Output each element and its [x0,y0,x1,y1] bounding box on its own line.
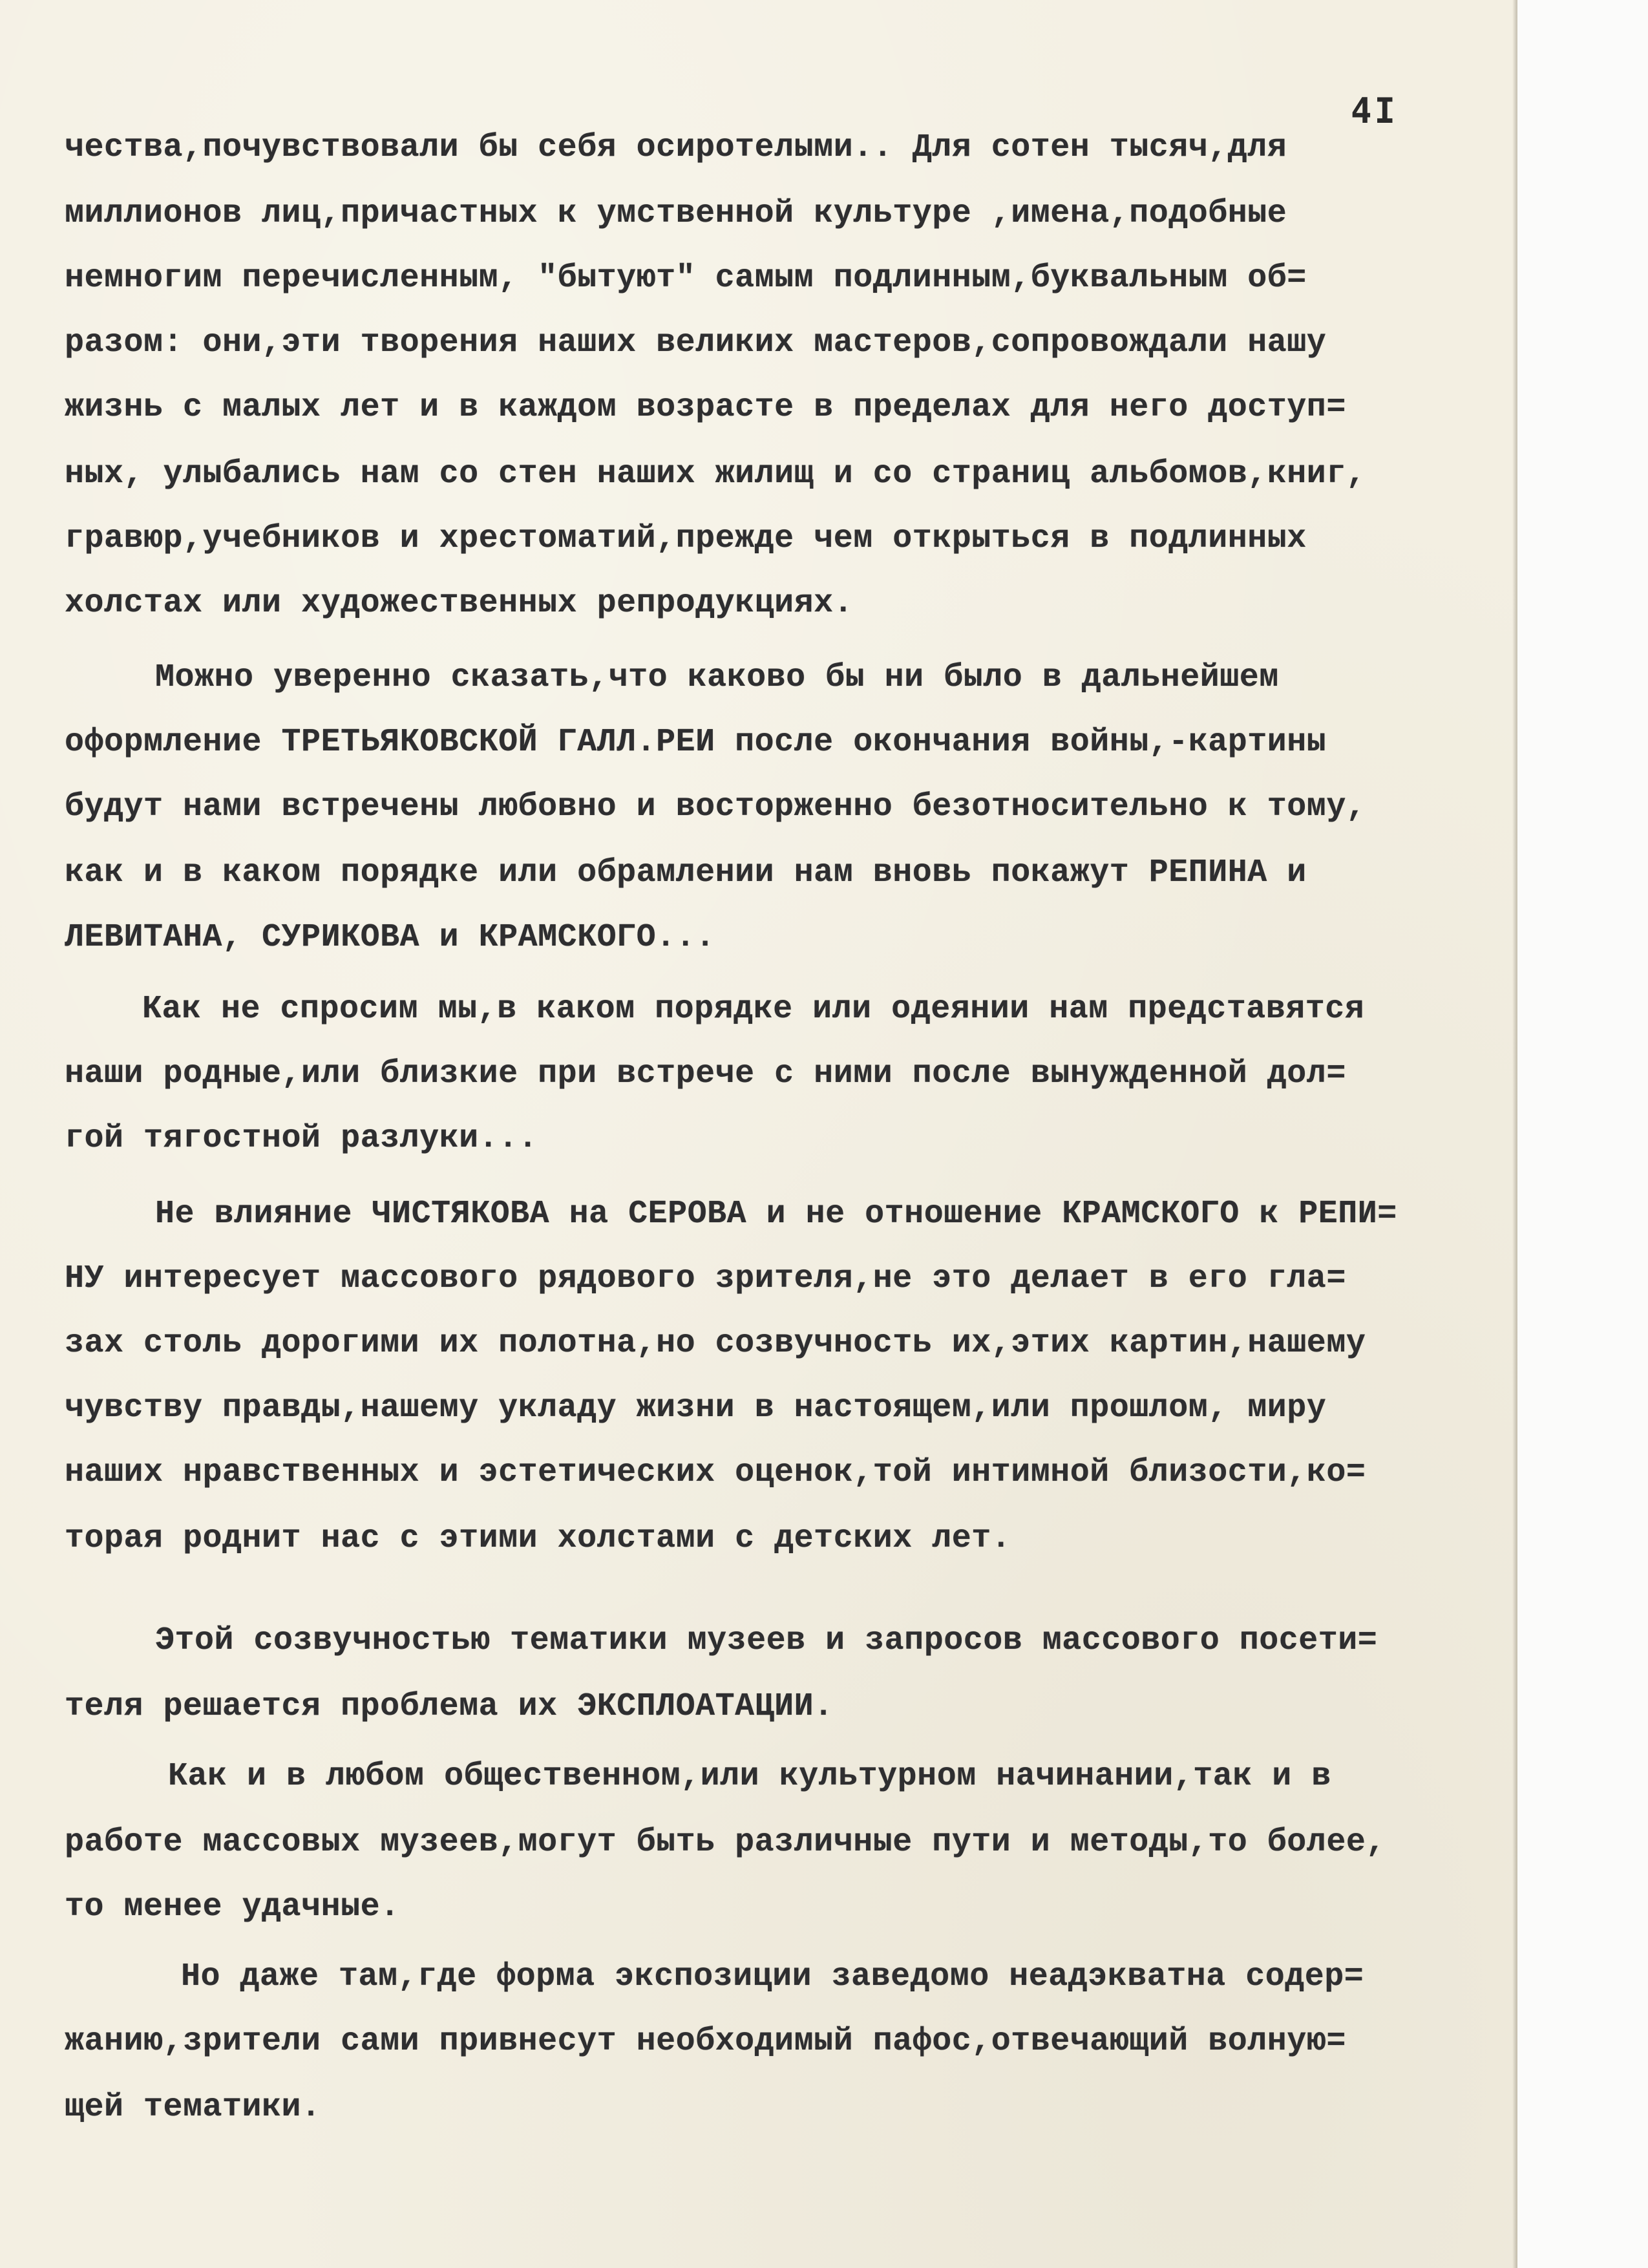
text-line: наших нравственных и эстетических оценок,той интимной близости,ко= [65,1454,1366,1491]
text-line: НУ интересует массового рядового зрителя,не это делает в его гла= [65,1260,1346,1297]
text-line: работе массовых музеев,могут быть различные пути и методы,то более, [65,1824,1386,1861]
text-line: ЛЕВИТАНА, СУРИКОВА и КРАМСКОГО... [65,919,715,956]
text-line: жизнь с малых лет и в каждом возрасте в пределах для него доступ= [65,389,1346,426]
text-line: гой тягостной разлуки... [65,1120,538,1157]
text-line: холстах или художественных репродукциях. [65,585,854,622]
text-line: торая роднит нас с этими холстами с детских лет. [65,1520,1011,1557]
text-line: Как и в любом общественном,или культурном начинании,так и в [168,1758,1331,1795]
text-line: наши родные,или близкие при встрече с ними после вынужденной дол= [65,1055,1346,1092]
text-line: щей тематики. [65,2089,321,2126]
text-line: чества,почувствовали бы себя осиротелыми.. Для сотен тысяч,для [65,129,1287,166]
text-line: немногим перечисленным, "бытуют" самым подлинным,буквальным об= [65,260,1307,297]
text-line: будут нами встречены любовно и восторженно безотносительно к тому, [65,789,1366,825]
text-line: Как не спросим мы,в каком порядке или одеянии нам представятся [142,991,1365,1028]
text-line: Этой созвучностью тематики музеев и запросов массового посети= [155,1622,1378,1659]
text-line: миллионов лиц,причастных к умственной культуре ,имена,подобные [65,195,1287,232]
page-number: 4I [1351,90,1399,131]
text-line: чувству правды,нашему укладу жизни в настоящем,или прошлом, миру [65,1390,1327,1426]
text-line: жанию,зрители сами привнесут необходимый пафос,отвечающий волную= [65,2023,1346,2060]
text-line: то менее удачные. [65,1889,400,1925]
scan-background-strip [1517,0,1648,2268]
text-line: ных, улыбались нам со стен наших жилищ и со страниц альбомов,книг, [65,456,1366,493]
text-line: Но даже там,где форма экспозиции заведомо неадэкватна содер= [181,1958,1364,1995]
text-line: разом: они,эти творения наших великих мастеров,сопровождали нашу [65,324,1327,361]
text-line: Не влияние ЧИСТЯКОВА на СЕРОВА и не отношение КРАМСКОГО к РЕПИ= [155,1196,1397,1233]
text-line: Можно уверенно сказать,что каково бы ни было в дальнейшем [155,659,1279,696]
text-line: оформление ТРЕТЬЯКОВСКОЙ ГАЛЛ.РЕИ после окончания войны,-картины [65,724,1327,761]
text-line: зах столь дорогими их полотна,но созвучность их,этих картин,нашему [65,1325,1366,1362]
text-line: гравюр,учебников и хрестоматий,прежде чем открыться в подлинных [65,520,1307,557]
text-line: как и в каком порядке или обрамлении нам вновь покажут РЕПИНА и [65,854,1307,891]
text-line: теля решается проблема их ЭКСПЛОАТАЦИИ. [65,1688,834,1725]
